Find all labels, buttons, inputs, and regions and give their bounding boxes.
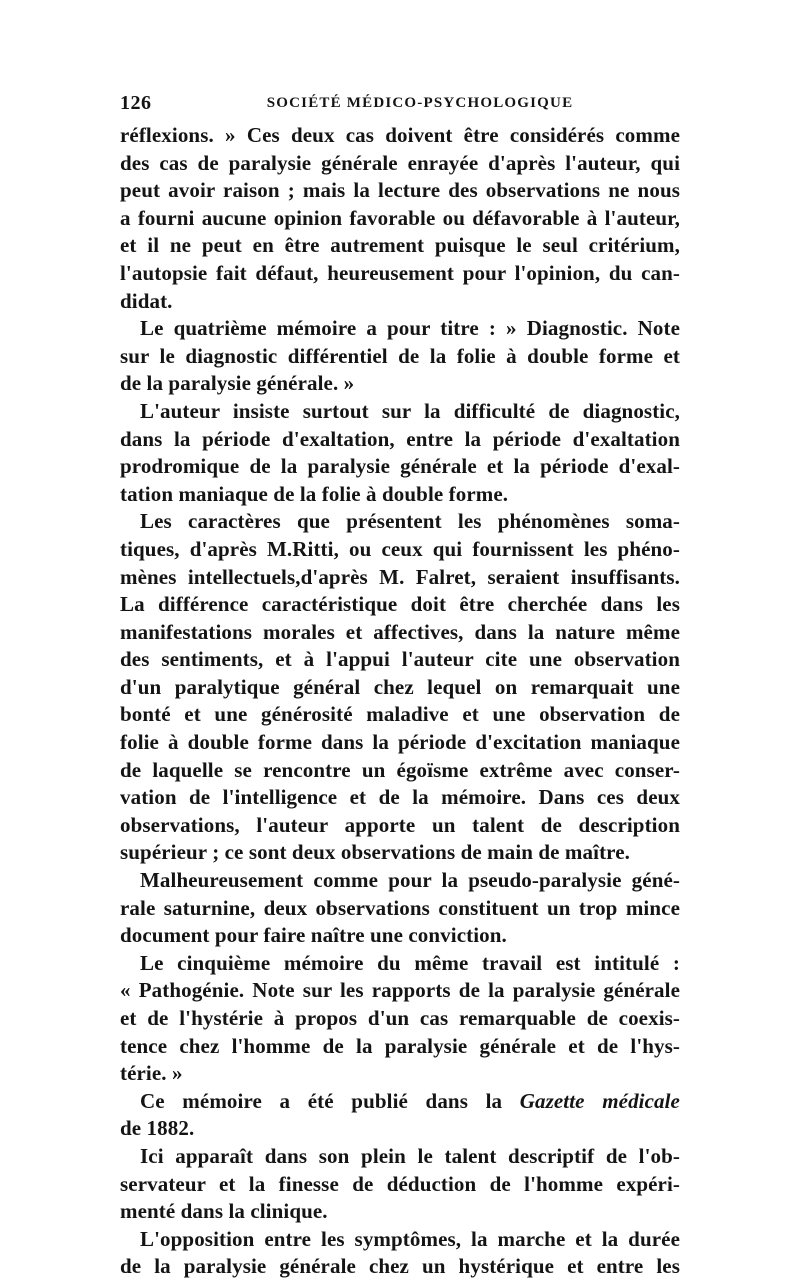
running-head xyxy=(120,92,680,114)
text-line: térie. » xyxy=(120,1061,183,1086)
publication-title: Gazette médicale xyxy=(519,1088,680,1113)
page-number: 126 xyxy=(120,92,152,114)
text-line: supérieur ; ce sont deux observations de main de maître. xyxy=(120,840,630,865)
text-line: folie à double forme dans la période d'excitation maniaque xyxy=(120,730,680,755)
text-line: tiques, d'après M.Ritti, ou ceux qui fournissent les phéno- xyxy=(120,536,680,561)
text-line: tation maniaque de la folie à double forme. xyxy=(120,481,509,506)
text-line: Les caractères que présentent les phénomènes soma- xyxy=(140,509,680,534)
text-line: et de l'hystérie à propos d'un cas remarquable de coexis- xyxy=(120,1006,680,1030)
text-line: L'opposition entre les symptômes, la marche et la durée xyxy=(140,1226,680,1251)
text-line: bonté et une générosité maladive et une observation de xyxy=(120,702,680,727)
text-line: observations, l'auteur apporte un talent de description xyxy=(120,812,680,837)
text-line: d'un paralytique général chez lequel on remarquait une xyxy=(120,674,680,699)
text-line: menté dans la clinique. xyxy=(120,1199,328,1224)
text-line: L'auteur insiste surtout sur la difficulté de diagnostic, xyxy=(140,398,680,423)
text-line: de 1882. xyxy=(120,1116,195,1141)
text-fragment: Ce mémoire a été publié dans la xyxy=(140,1088,503,1113)
text-line xyxy=(120,1088,680,1116)
body-text xyxy=(120,122,680,1281)
text-line: des cas de paralysie générale enrayée d'après l'auteur, qui xyxy=(120,150,680,175)
text-line: vation de l'intelligence et de la mémoire. Dans ces deux xyxy=(120,785,680,810)
text-line: Le quatrième mémoire a pour titre : » Diagnostic. Note xyxy=(140,316,680,341)
text-line: a fourni aucune opinion favorable ou défavorable à l'auteur, xyxy=(120,205,680,230)
text-line: Malheureusement comme pour la pseudo-paralysie géné- xyxy=(140,868,680,893)
text-line: didat. xyxy=(120,288,173,313)
text-line: de la paralysie générale. » xyxy=(120,371,355,396)
text-line: servateur et la finesse de déduction de l'homme expéri- xyxy=(120,1171,680,1196)
text-line: sur le diagnostic différentiel de la folie à double forme et xyxy=(120,343,680,368)
text-line: Le cinquième mémoire du même travail est intitulé : xyxy=(140,950,680,975)
text-line: tence chez l'homme de la paralysie générale et de l'hys- xyxy=(120,1033,680,1058)
text-line: de la paralysie générale chez un hystérique et entre les xyxy=(120,1254,680,1279)
text-line: l'autopsie fait défaut, heureusement pour l'opinion, du can- xyxy=(120,260,680,285)
text-line: Ici apparaît dans son plein le talent descriptif de l'ob- xyxy=(140,1143,680,1168)
text-line: mènes intellectuels,d'après M. Falret, seraient insuffisants. xyxy=(120,564,680,589)
text-line: manifestations morales et affectives, dans la nature même xyxy=(120,619,680,644)
text-line: des sentiments, et à l'appui l'auteur cite une observation xyxy=(120,647,680,672)
text-line: réflexions. » Ces deux cas doivent être considérés comme xyxy=(120,123,680,147)
running-title: SOCIÉTÉ MÉDICO-PSYCHOLOGIQUE xyxy=(266,95,574,111)
text-line: « Pathogénie. Note sur les rapports de la paralysie générale xyxy=(120,978,680,1003)
text-line: et il ne peut en être autrement puisque le seul critérium, xyxy=(120,233,680,258)
text-line: rale saturnine, deux observations constituent un trop mince xyxy=(120,895,680,920)
text-line: peut avoir raison ; mais la lecture des observations ne nous xyxy=(120,178,680,203)
text-line: La différence caractéristique doit être cherchée dans les xyxy=(120,592,680,617)
text-line: prodromique de la paralysie générale et la période d'exal- xyxy=(120,454,680,479)
text-line: document pour faire naître une conviction. xyxy=(120,923,507,948)
text-line: de laquelle se rencontre un égoïsme extrême avec conser- xyxy=(120,757,680,782)
text-line: dans la période d'exaltation, entre la période d'exaltation xyxy=(120,426,680,451)
